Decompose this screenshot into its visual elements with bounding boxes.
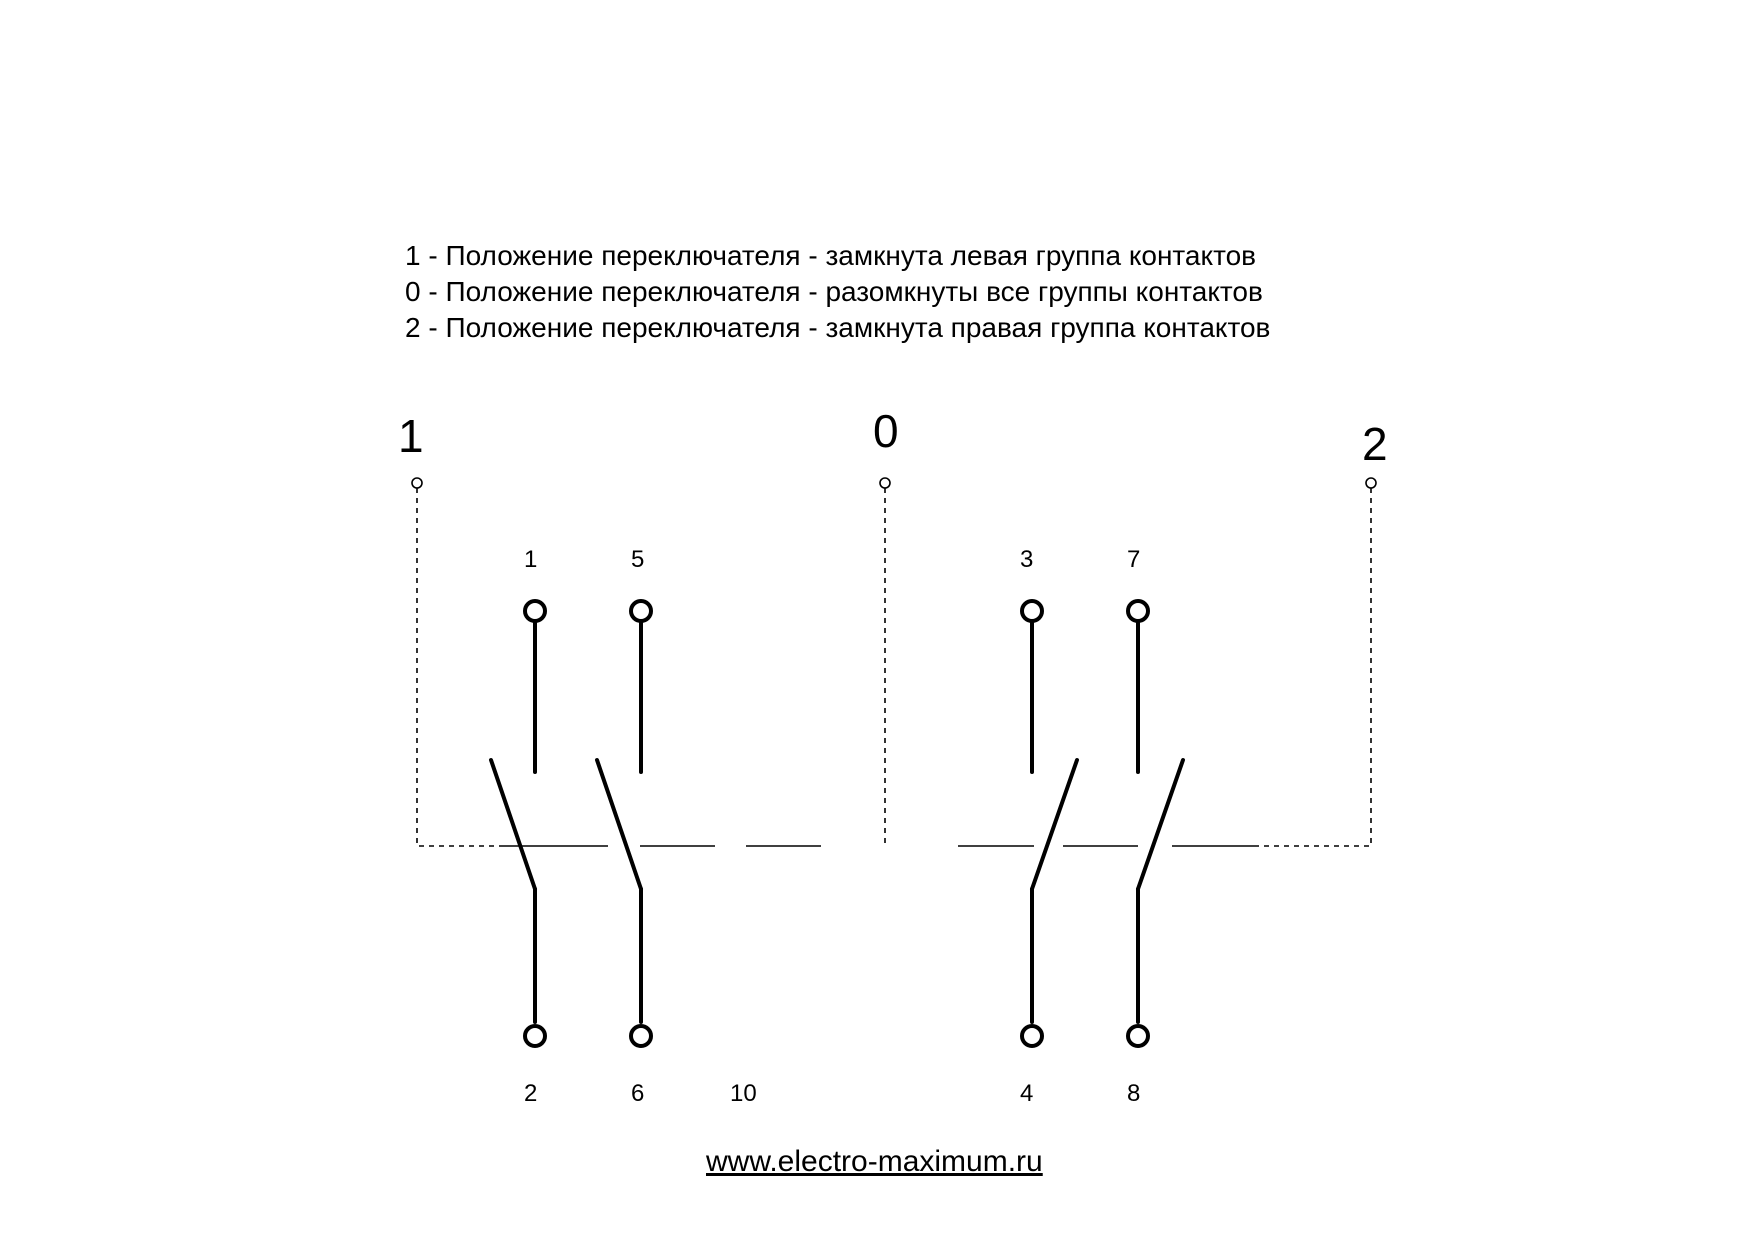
terminal-4: [1022, 1026, 1042, 1046]
contact-pole-7-8: [1128, 601, 1183, 1046]
contact-pole-5-6: [597, 601, 651, 1046]
terminal-5: [631, 601, 651, 621]
terminal-1: [525, 601, 545, 621]
position-marker-0: [880, 478, 890, 488]
terminal-number-7: 7: [1127, 546, 1141, 573]
terminal-2: [525, 1026, 545, 1046]
legend-line-position-2: 2 - Положение переключателя - замкнута правая группа контактов: [405, 312, 1271, 343]
terminal-number-4: 4: [1020, 1080, 1034, 1107]
position-marker-1: [412, 478, 422, 488]
legend-line-position-0: 0 - Положение переключателя - разомкнуты все группы контактов: [405, 276, 1263, 307]
position-marker-2: [1366, 478, 1376, 488]
contact-pole-3-4: [1022, 601, 1077, 1046]
terminal-6: [631, 1026, 651, 1046]
position-label-1: 1: [398, 410, 424, 462]
position-label-0: 0: [873, 405, 899, 457]
website-link[interactable]: www.electro-maximum.ru: [706, 1145, 1043, 1178]
terminal-number-3: 3: [1020, 546, 1034, 573]
terminal-8: [1128, 1026, 1148, 1046]
legend-line-position-1: 1 - Положение переключателя - замкнута левая группа контактов: [405, 240, 1257, 271]
linkage-left-dashed: [417, 488, 500, 846]
terminal-number-1: 1: [524, 546, 538, 573]
terminal-7: [1128, 601, 1148, 621]
linkage-right-dashed: [1255, 488, 1371, 846]
terminal-number-6: 6: [631, 1080, 645, 1107]
terminal-number-5: 5: [631, 546, 645, 573]
position-label-2: 2: [1362, 418, 1388, 470]
terminal-number-10: 10: [730, 1080, 757, 1107]
terminal-number-8: 8: [1127, 1080, 1141, 1107]
terminal-number-2: 2: [524, 1080, 538, 1107]
contact-pole-1-2: [491, 601, 545, 1046]
terminal-3: [1022, 601, 1042, 621]
